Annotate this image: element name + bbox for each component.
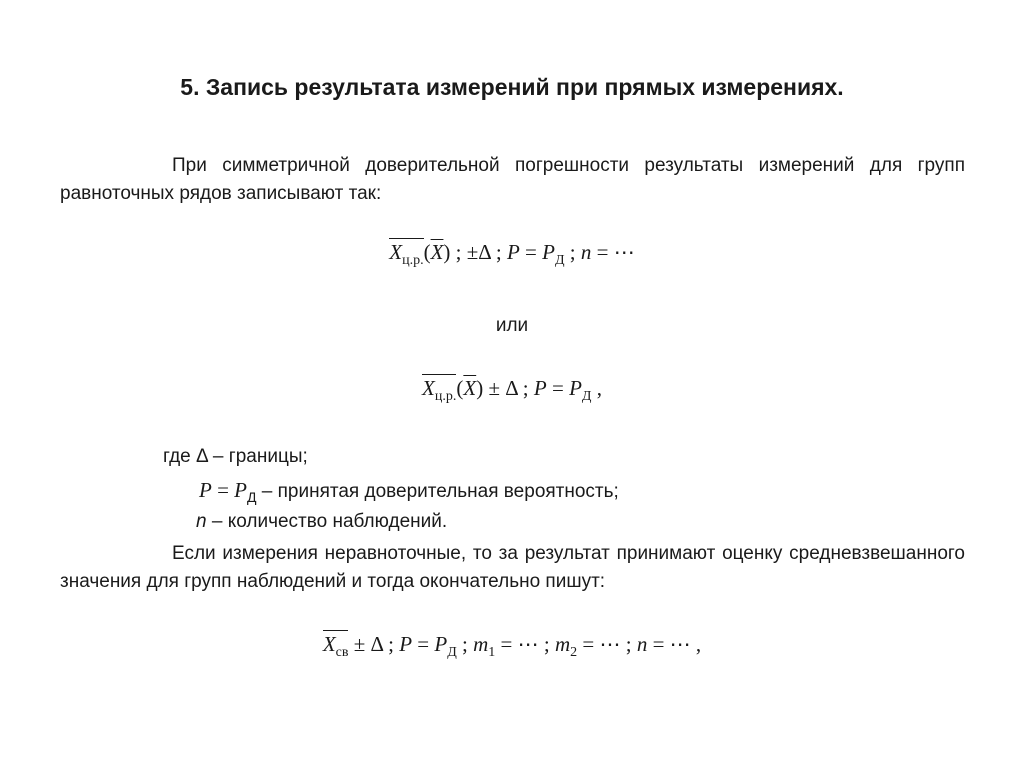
formula1-rest-c: = ⋯ [591, 240, 635, 264]
formula3-rest-d: = ⋯ ; [577, 632, 637, 656]
where-line-probability [199, 478, 619, 505]
formula1-n: n [580, 240, 592, 264]
formula3-rest-e: = ⋯ , [647, 632, 702, 656]
formula3-mean-bar [322, 630, 349, 660]
formula2-pd: P [569, 376, 582, 400]
formula1-rest-b: ; [564, 240, 581, 264]
formula2-rest-a: ± Δ ; [483, 376, 534, 400]
formula2-eq: = [546, 376, 570, 400]
formula3-pd-sub: Д [447, 645, 457, 660]
formula3-n: n [636, 632, 648, 656]
formula3-m2-sub: 2 [570, 645, 578, 660]
formula2-mean-bar [422, 374, 457, 404]
intro-paragraph: При симметричной доверительной погрешности результаты измерений для групп равноточных рядов записывают так: [60, 155, 965, 204]
formula2-rest-b: , [591, 376, 602, 400]
formula-symmetric-1: $X_{ц.р.}(\overline{X})$ ; ±Δ ; $P = P_Д$ ; n = ⋯ [389, 240, 635, 268]
where-line-bounds: где Δ – границы; [163, 446, 308, 467]
formula2-p: P [533, 376, 547, 400]
formula3-m1: m [473, 632, 489, 656]
where-pd: P [234, 478, 247, 502]
where-line-count [196, 511, 447, 533]
formula2-x-arg: $\overline{X}$ [463, 376, 477, 400]
formula3-rest-a: ± Δ ; [348, 632, 400, 656]
formula3-eq: = [412, 632, 435, 656]
formula1-x: X [389, 240, 403, 264]
where-eq: = [211, 478, 235, 502]
formula3-rest-c: = ⋯ ; [495, 632, 555, 656]
formula-symmetric-2: $X_{ц.р.}(\overline{X}) \pm \Delta$ ; $P = P_Д$ , [422, 376, 602, 404]
unequal-paragraph: Если измерения неравноточные, то за результат принимают оценку средневзвешанного значения для групп наблюдений и тогда окончательно пишут: [60, 543, 965, 592]
where-n: n [196, 511, 207, 532]
formula1-x-arg: $\overline{X}$ [430, 240, 444, 264]
formula3-m1-sub: 1 [488, 645, 496, 660]
where-p: P [199, 478, 212, 502]
or-word: или [495, 315, 529, 336]
formula2-x: X [422, 376, 435, 400]
formula2-x-sub: ц.р. [434, 389, 457, 404]
formula1-pd-sub: Д [554, 253, 565, 268]
formula1-x-sub: ц.р. [402, 253, 424, 268]
formula1-p: P [506, 240, 520, 264]
formula3-p: P [399, 632, 413, 656]
formula3-x: X [322, 632, 336, 656]
where-pd-sub: Д [247, 489, 257, 505]
formula-weighted [0, 632, 1024, 661]
formula1-rest-a: ; ±Δ ; [450, 240, 507, 264]
formula2-pd-sub: Д [581, 389, 592, 404]
formula3-rest-b: ; [456, 632, 474, 656]
formula3-pd: P [434, 632, 448, 656]
where-count-text: – количество наблюдений. [206, 511, 448, 532]
formula1-eq: = [519, 240, 543, 264]
page-title: 5. Запись результата измерений при прямых измерениях. [180, 74, 844, 100]
formula3-m2: m [554, 632, 571, 656]
where-probability-text: – принятая доверительная вероятность; [256, 481, 619, 502]
formula1-mean-bar [389, 238, 424, 268]
formula1-pd: P [542, 240, 555, 264]
formula3-x-sub: св [335, 645, 349, 660]
